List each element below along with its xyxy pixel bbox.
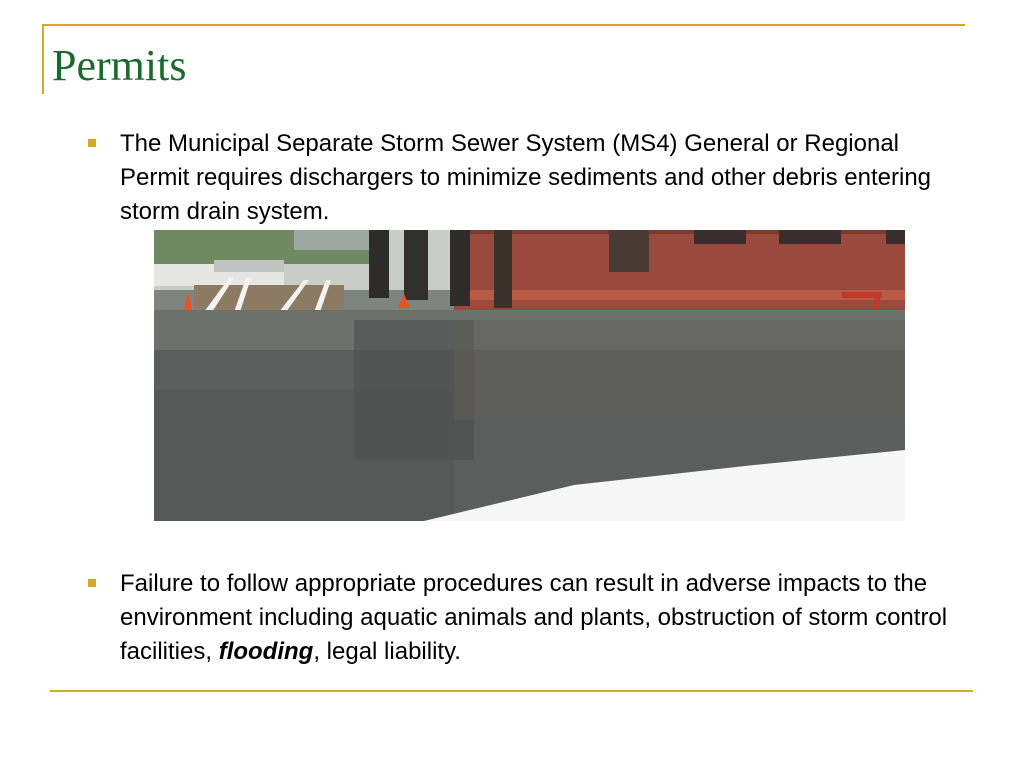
bullet-text — [120, 567, 948, 669]
bullet-item — [88, 567, 948, 669]
photo-illustration — [154, 230, 905, 521]
bullet-item — [88, 127, 948, 229]
emphasized-word: flooding — [218, 638, 314, 665]
slide-title: Permits — [52, 41, 187, 90]
bottom-rule — [50, 690, 973, 692]
bullet-text-end: , legal liability. — [313, 638, 461, 665]
square-bullet-icon — [88, 579, 96, 587]
square-bullet-icon — [88, 139, 96, 147]
bullet-text-start: Failure to follow appropriate procedures can result in adverse impacts to the environment including aquatic animals and plants, obstruction of storm control facilities, — [120, 570, 948, 665]
left-frame-line — [42, 24, 44, 94]
top-frame-line — [42, 24, 965, 26]
bullet-text: The Municipal Separate Storm Sewer System (MS4) General or Regional Permit requires dischargers to minimize sediments and other debris entering storm drain system. — [120, 130, 932, 225]
flooded-street-photo — [154, 230, 905, 521]
